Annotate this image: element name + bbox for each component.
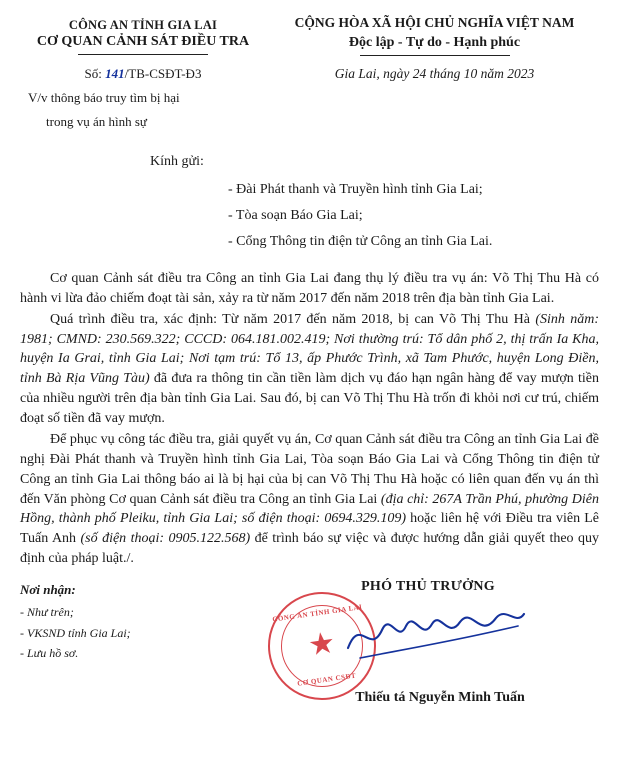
issuing-authority-block: [18, 14, 268, 56]
authority-line-2: CƠ QUAN CẢNH SÁT ĐIỀU TRA: [36, 34, 250, 50]
distribution-label: Nơi nhận:: [20, 582, 76, 598]
document-number-row: [18, 64, 268, 84]
document-number-handwritten: 141: [105, 65, 125, 81]
document-number-suffix: /TB-CSĐT-Đ3: [124, 65, 202, 81]
document-number-prefix: Số:: [84, 65, 102, 81]
place-date: Gia Lai, ngày 24 tháng 10 năm 2023: [334, 65, 535, 81]
document-number-block: [18, 64, 268, 132]
recipients-label: Kính gửi:: [150, 154, 204, 170]
authority-line-1: CÔNG AN TỈNH GIA LAI: [68, 18, 218, 32]
seal-star-icon: ★: [306, 626, 338, 663]
recipient-item: - Đài Phát thanh và Truyền hình tỉnh Gia Lai;: [228, 182, 483, 198]
para3-office-address: (địa chỉ: 267A Trần Phú, phường Diên Hồng, thành phố Pleiku, tỉnh Gia Lai; số điện thoại: 0694.329.109): [20, 491, 599, 527]
para3-investigator-phone: (số điện thoại: 0905.122.568): [80, 531, 251, 547]
signer-name: Thiếu tá Nguyễn Minh Tuấn: [355, 690, 525, 705]
motto-underline: [360, 55, 510, 56]
recipient-item: - Cổng Thông tin điện tử Công an tỉnh Gia Lai.: [228, 234, 493, 250]
para3-part-c: để trình báo sự việc và được hướng dẫn giải quyết theo quy định của pháp luật./.: [20, 531, 599, 567]
distribution-item: - VKSND tỉnh Gia Lai;: [20, 625, 131, 640]
signer-title: PHÓ THỦ TRƯỞNG: [361, 579, 495, 595]
national-motto: Độc lập - Tự do - Hạnh phúc: [348, 35, 521, 51]
national-heading-block: [268, 14, 601, 56]
seal-text-top: CÔNG AN TỈNH GIA LAI: [271, 603, 363, 624]
para3-part-a: Để phục vụ công tác điều tra, giải quyết vụ án, Cơ quan Cảnh sát điều tra Công an tỉnh Gia Lai đề nghị Đài Phát thanh và Truyền hình tỉnh Gia Lai, Tòa soạn Báo Gia Lai và Cổng Thông tin điện tử Công an tỉnh Gia Lai thông báo ai là bị hại của bị can Võ Thị Thu Hà hoặc có liên quan đến vụ án thì đến Văn phòng Cơ quan Cảnh sát điều tra Công an tỉnh Gia Lai: [20, 431, 599, 507]
para2-part-b: đã đưa ra thông tin cần tiền làm dịch vụ đáo hạn ngân hàng để vay mượn tiền của nhiều người trên địa bàn tỉnh Gia Lai. Sau đó, bị can Võ Thị Thu Hà trốn đi khỏi nơi cư trú, chiếm đoạt số tiền đã vay mượn.: [20, 371, 599, 427]
distribution-list: [20, 579, 255, 663]
document-subheader: [0, 56, 621, 132]
document-body: [0, 269, 621, 569]
recipient-item: - Tòa soạn Báo Gia Lai;: [228, 208, 363, 224]
subject-line-1: V/v thông báo truy tìm bị hại: [28, 89, 180, 105]
seal-text-bottom: CƠ QUAN CSĐT: [296, 671, 357, 688]
recipients-block: [0, 154, 621, 255]
distribution-items: [20, 602, 255, 663]
distribution-item: - Lưu hồ sơ.: [20, 645, 79, 660]
national-title: CỘNG HÒA XÃ HỘI CHỦ NGHĨA VIỆT NAM: [294, 15, 575, 30]
para2-part-a: Quá trình điều tra, xác định: Từ năm 2017 đến năm 2018, bị can Võ Thị Thu Hà: [50, 311, 536, 327]
para2-identity-details: (Sinh năm: 1981; CMND: 230.569.322; CCCD: 064.181.002.419; Nơi thường trú: Tổ dân phố 2, thị trấn Ia Kha, huyện Ia Grai, tỉnh Gia Lai; Nơi tạm trú: Tổ 13, ấp Phước Trình, xã Tam Phước, huyện Long Điền, tỉnh Bà Rịa Vũng Tàu): [20, 311, 599, 387]
body-paragraph-2: [20, 310, 599, 429]
distribution-item: - Như trên;: [20, 605, 74, 620]
authority-underline: [78, 54, 208, 55]
document-header: [0, 0, 621, 56]
subject-line-2: trong vụ án hình sự: [46, 114, 147, 130]
body-paragraph-1: Cơ quan Cảnh sát điều tra Công an tỉnh Gia Lai đang thụ lý điều tra vụ án: Võ Thị Thu Hà có hành vi lừa đảo chiếm đoạt tài sản, xảy ra từ năm 2017 đến năm 2018 trên địa bàn tỉnh Gia Lai.: [20, 270, 599, 306]
body-paragraph-3: [20, 430, 599, 569]
para3-part-b: hoặc liên hệ với Điều tra viên Lê Tuấn Anh: [20, 511, 600, 547]
